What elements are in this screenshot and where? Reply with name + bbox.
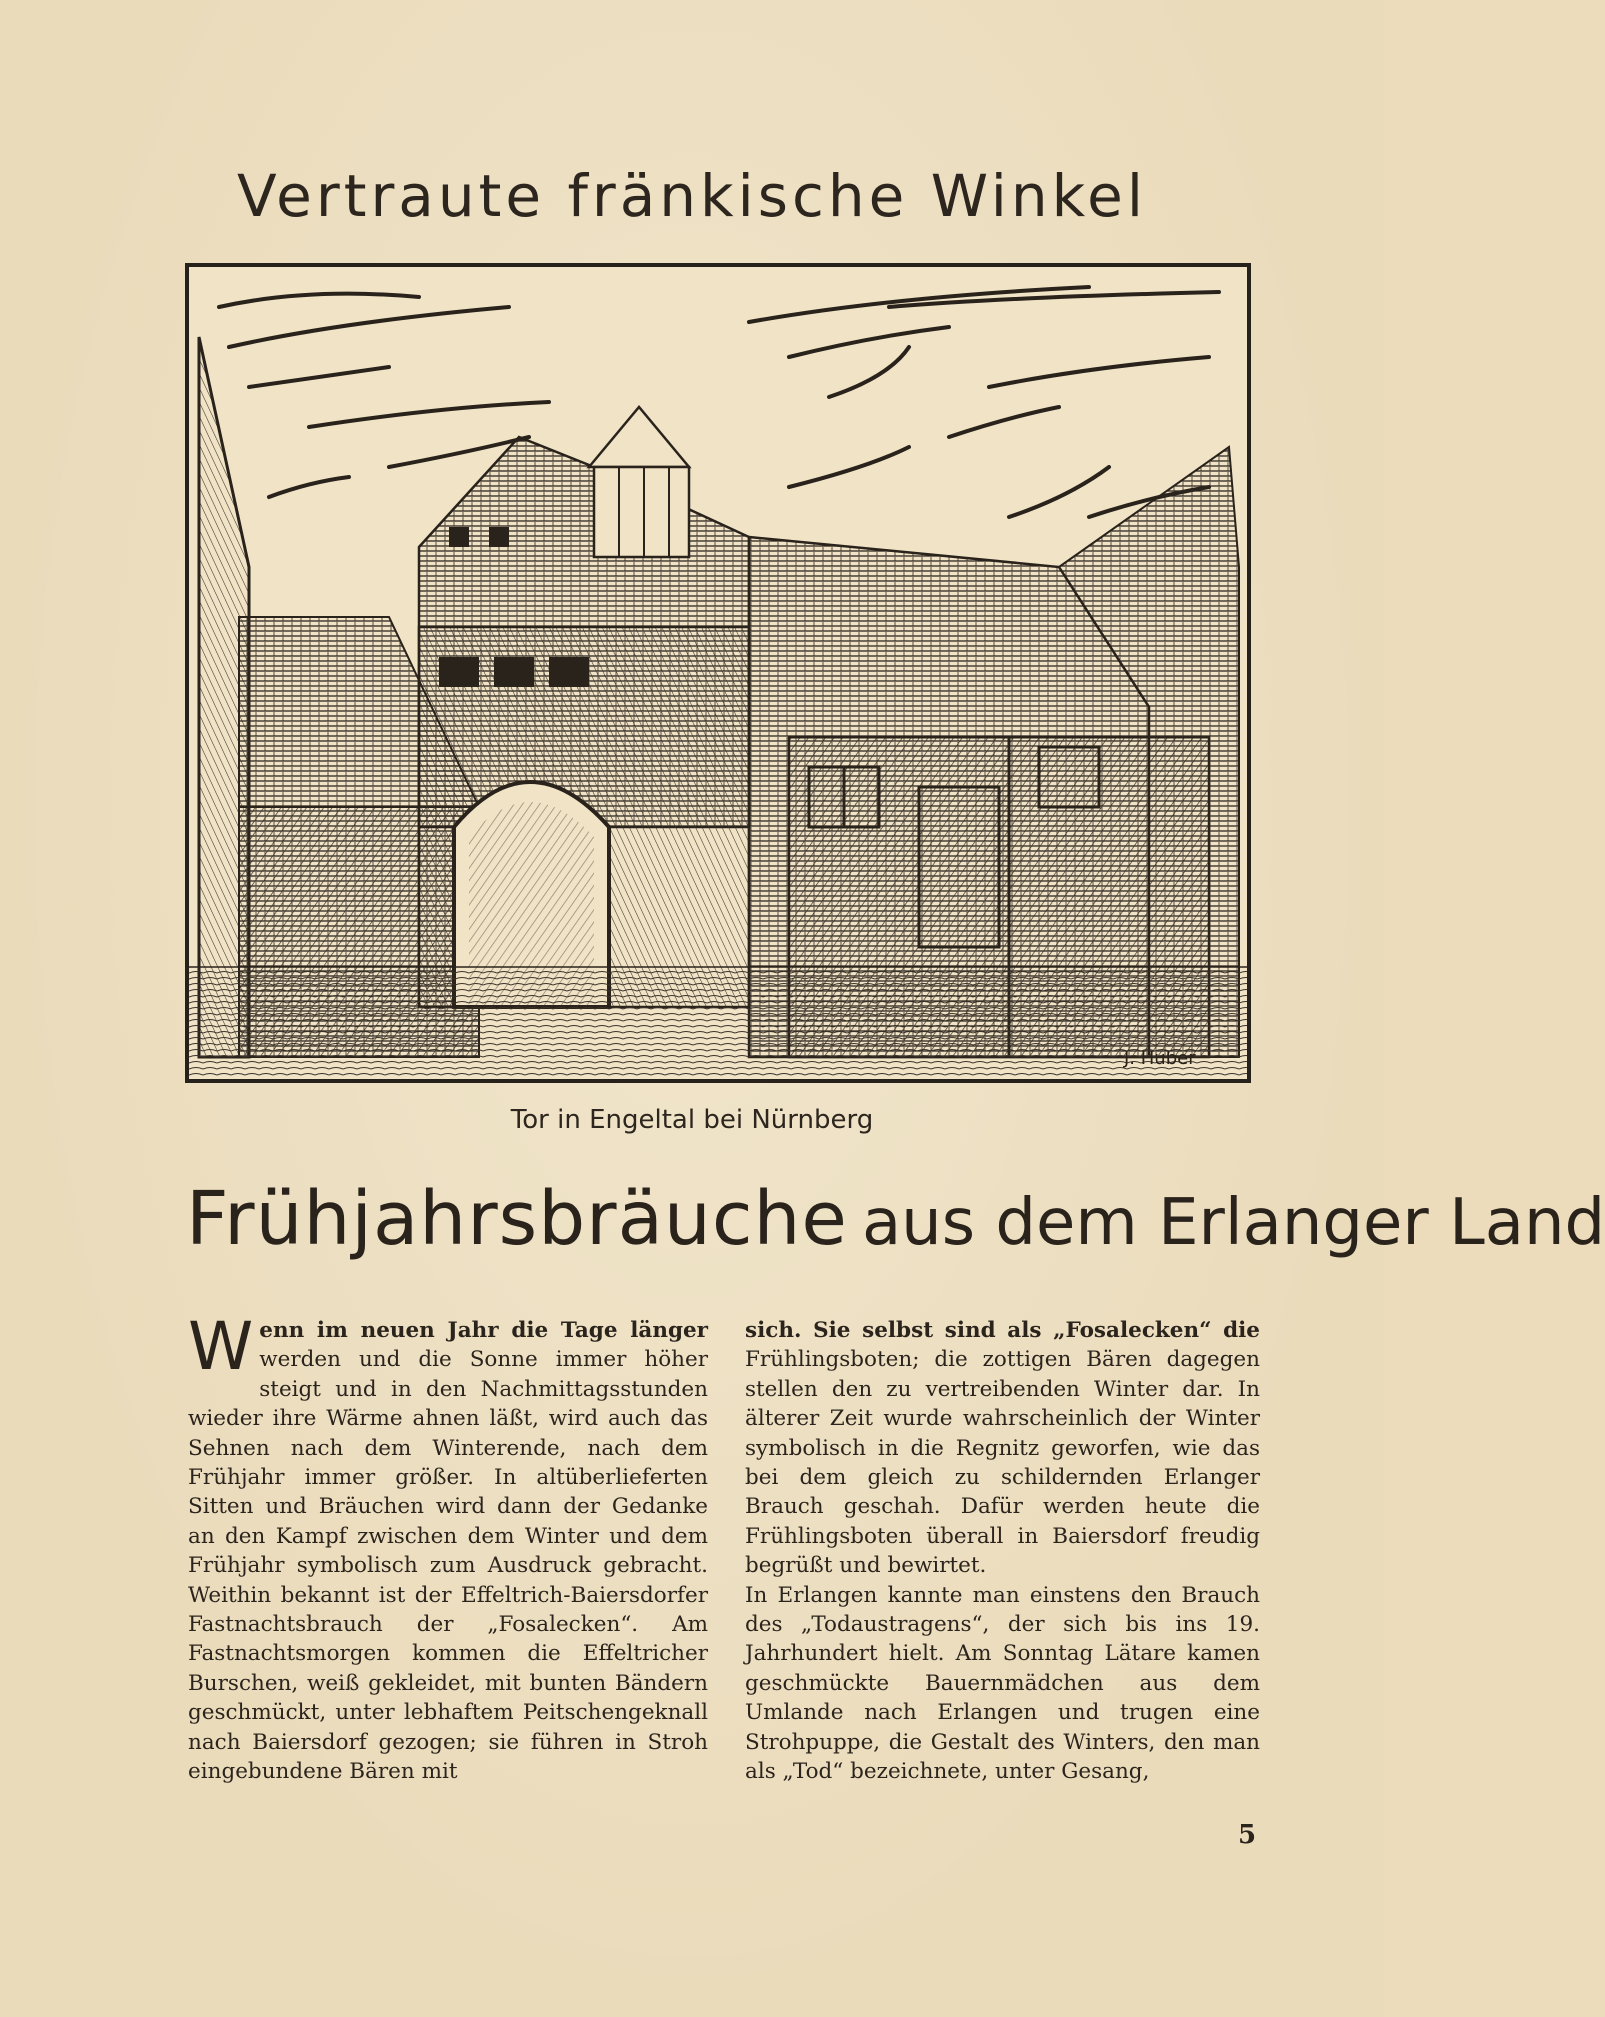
- article-column-left: [188, 1308, 708, 1787]
- lead-in-bold: enn im neuen Jahr die Tage länger: [259, 1318, 708, 1343]
- article-headline: [186, 1176, 1605, 1262]
- right-paragraph-1: Frühlingsboten; die zottigen Bären dagegen stellen den zu vertreibenden Winter dar. In älterer Zeit wurde wahrscheinlich der Winter symbolisch in die Regnitz geworfen, wie das bei dem gleich zu schildernden Erlanger Brauch geschah. Dafür werden heute die Frühlingsboten überall in Baiersdorf freudig begrüßt und bewirtet.: [745, 1347, 1260, 1579]
- page-number: 5: [1238, 1820, 1257, 1850]
- right-paragraph-2: In Erlangen kannte man einstens den Brauch des „Todaustragens“, der sich bis ins 19. Jahrhundert hielt. Am Sonntag Lätare kamen geschmückte Bauernmädchen aus dem Umlande nach Erlangen und trugen eine Strohpuppe, die Gestalt des Winters, den man als „Tod“ bezeichnete, unter Gesang,: [745, 1582, 1260, 1785]
- artist-signature: J. Huber: [1124, 1048, 1196, 1069]
- left-column-text: werden und die Sonne immer höher steigt und in den Nachmittagsstunden wieder ihre Wärme ahnen läßt, wird auch das Sehnen nach dem Winterende, nach dem Frühjahr immer größer. In altüberlieferten Sitten und Bräuchen wird dann der Gedanke an den Kampf zwischen dem Winter und dem Frühjahr symbolisch zum Ausdruck gebracht. Weithin bekannt ist der Effeltrich-Baiersdorfer Fastnachtsbrauch der „Fosalecken“. Am Fastnachtsmorgen kommen die Effeltricher Burschen, weiß gekleidet, mit bunten Bändern geschmückt, unter lebhaftem Peitschengeknall nach Baiersdorf gezogen; sie führen in Stroh eingebundene Bären mit: [188, 1347, 708, 1785]
- right-lead-bold: sich. Sie selbst sind als „Fosalecken“ die: [745, 1318, 1260, 1343]
- engraving-town-gate-icon: [185, 263, 1251, 1083]
- drop-cap: W: [188, 1308, 254, 1385]
- headline-rest: aus dem Erlanger Land: [861, 1186, 1605, 1260]
- headline-main: Frühjahrsbräuche: [186, 1176, 848, 1262]
- article-column-right: [745, 1316, 1260, 1787]
- section-title: Vertraute fränkische Winkel: [237, 162, 1147, 230]
- illustration-caption: Tor in Engeltal bei Nürnberg: [510, 1105, 874, 1135]
